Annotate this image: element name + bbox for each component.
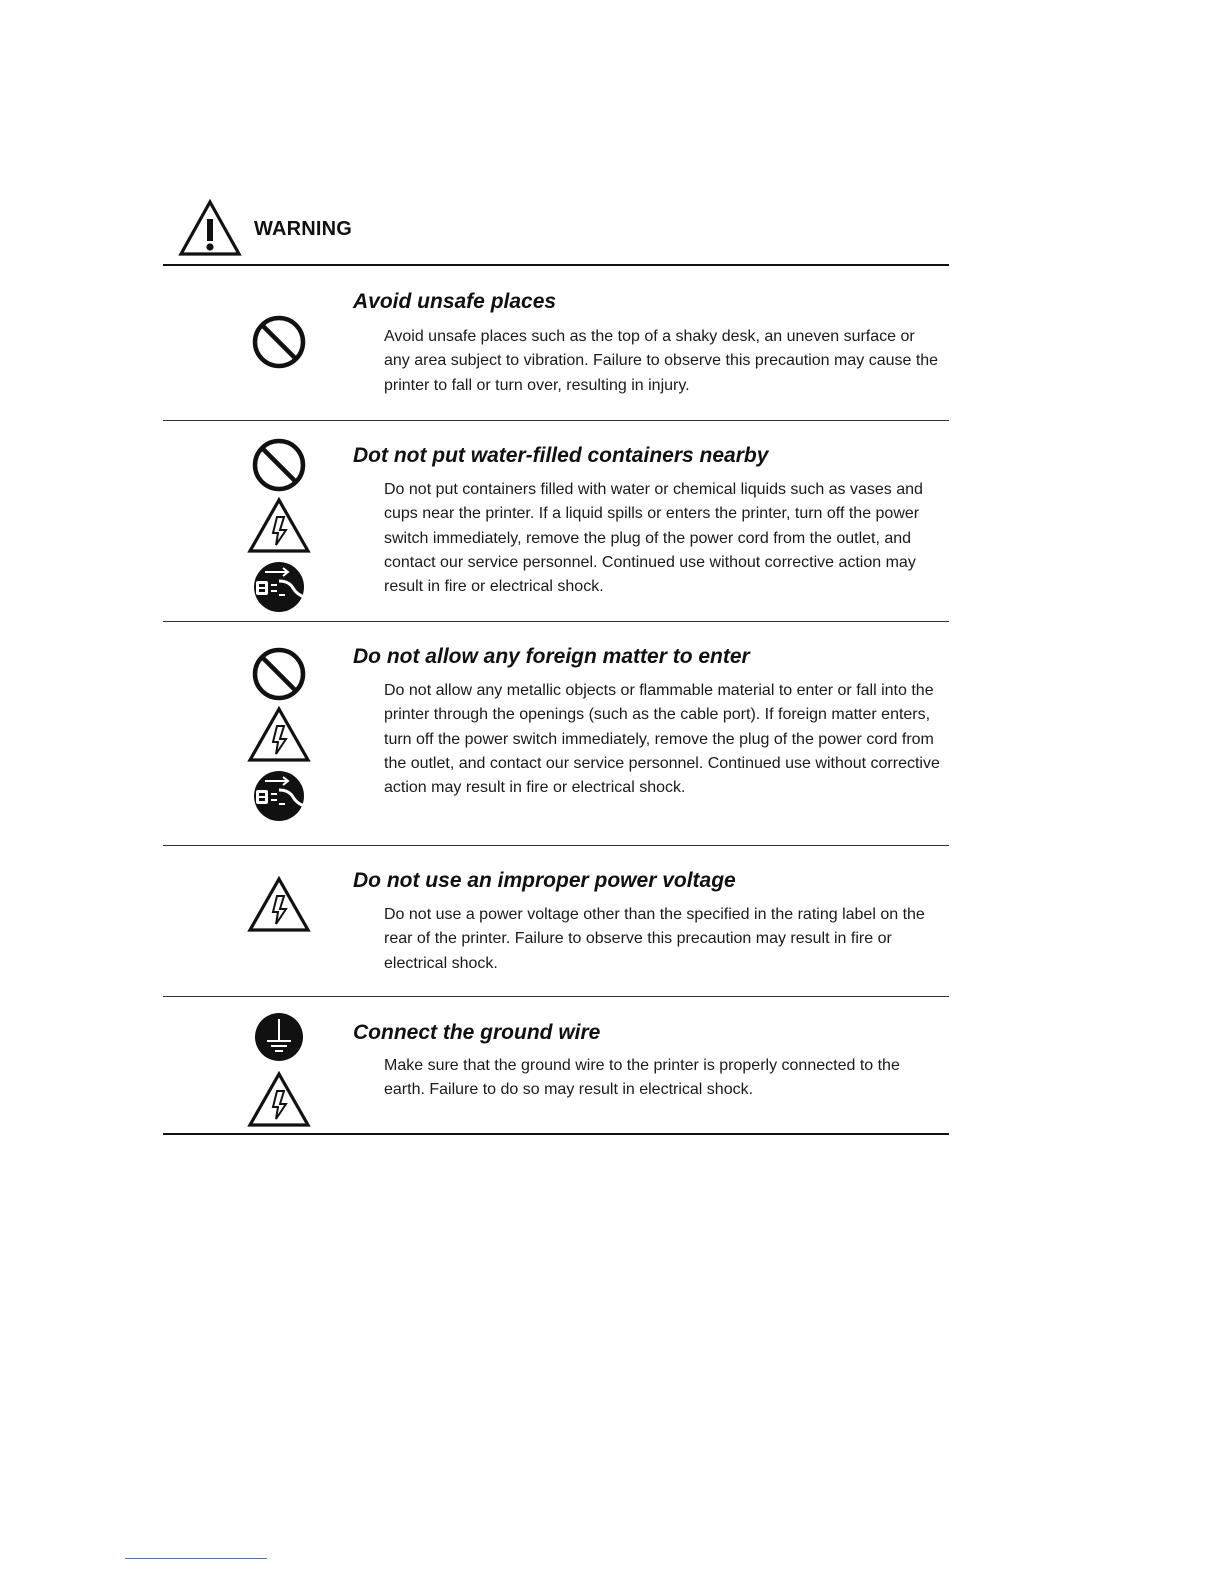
section-icons: [249, 312, 309, 372]
warning-triangle-icon: [178, 199, 242, 257]
prohibition-icon: [249, 644, 309, 704]
unplug-icon: [249, 557, 309, 617]
electric-shock-warning-icon: [247, 497, 311, 555]
warning-section: [163, 266, 949, 420]
section-title: Dot not put water-filled containers nearby: [353, 444, 769, 467]
section-title: Do not allow any foreign matter to enter: [353, 645, 750, 668]
unplug-icon: [249, 766, 309, 826]
bottom-rule: [163, 1133, 949, 1135]
section-icons: [249, 876, 309, 934]
warning-section: [163, 421, 949, 621]
section-body: Do not put containers filled with water or chemical liquids such as vases and cups near the printer. If a liquid spills or enters the printer, turn off the power switch immediately, remove the plug of the power cord from the outlet, and contact our service personnel. Continued use without corrective action may result in fire or electrical shock.: [384, 481, 923, 596]
section-title: Do not use an improper power voltage: [353, 869, 736, 892]
warning-label: WARNING: [254, 217, 353, 240]
section-title: Avoid unsafe places: [353, 290, 557, 313]
warning-section: [163, 997, 949, 1133]
warning-header: [178, 198, 352, 258]
section-title: Connect the ground wire: [353, 1021, 601, 1044]
warning-section: [163, 846, 949, 996]
prohibition-icon: [249, 435, 309, 495]
section-icons: [249, 435, 309, 617]
section-icons: [249, 1007, 309, 1129]
prohibition-icon: [249, 312, 309, 372]
electric-shock-warning-icon: [247, 706, 311, 764]
ground-connection-icon: [249, 1007, 309, 1067]
warning-section: [163, 622, 949, 845]
section-body: Make sure that the ground wire to the printer is properly connected to the earth. Failure to do so may result in electrical shock.: [384, 1057, 900, 1099]
electric-shock-warning-icon: [247, 876, 311, 934]
section-body: Avoid unsafe places such as the top of a shaky desk, an uneven surface or any area subject to vibration. Failure to observe this precaution may cause the printer to fall or turn over, resulting in injury.: [384, 328, 939, 394]
section-body: Do not use a power voltage other than the specified in the rating label on the rear of the printer. Failure to observe this precaution may result in fire or electrical shock.: [384, 906, 925, 972]
electric-shock-warning-icon: [247, 1071, 311, 1129]
footer-line: [125, 1558, 267, 1559]
section-body: Do not allow any metallic objects or flammable material to enter or fall into the printer through the openings (such as the cable port). If foreign matter enters, turn off the power switch immediately, remove the plug of the power cord from the outlet, and contact our service personnel. Continued use without corrective action may result in fire or electrical shock.: [384, 682, 940, 797]
section-icons: [249, 644, 309, 826]
